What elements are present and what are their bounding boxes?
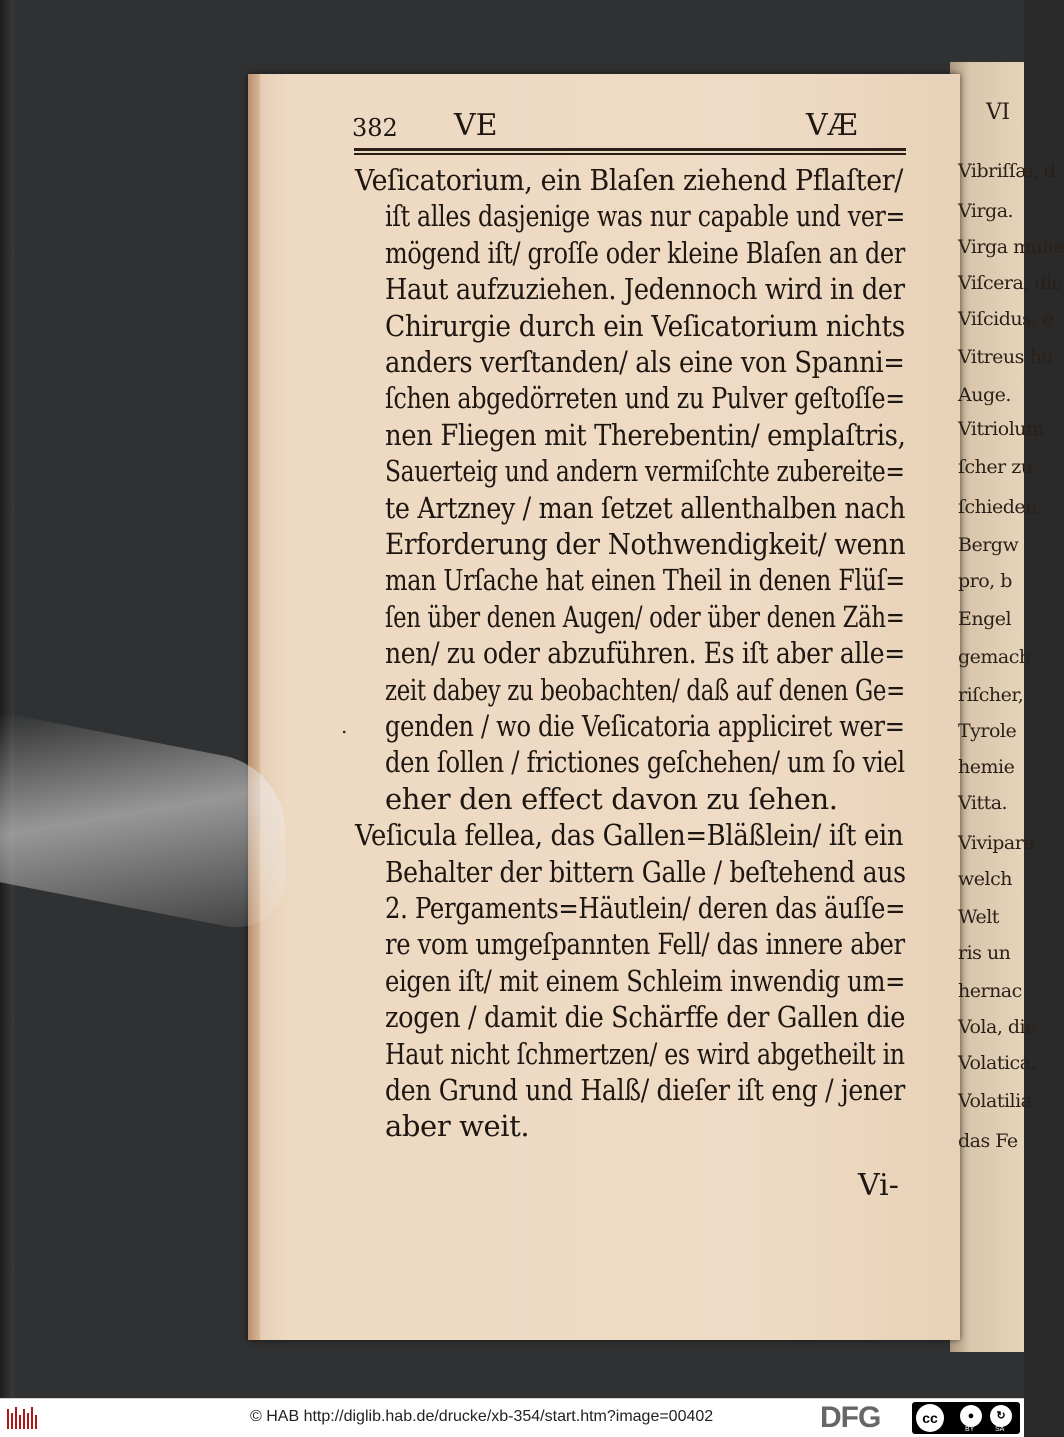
text-line: man Urſache hat einen Theil in denen Flüſ= <box>385 563 905 598</box>
share-alike-icon: ↻ <box>990 1405 1012 1427</box>
facing-text-line: pro, b <box>958 570 1012 592</box>
facing-text-line: Vola, die <box>958 1016 1036 1038</box>
text-line: genden / wo die Veſicatoria appliciret wer= <box>385 709 905 743</box>
text-line: Veſicatorium, ein Blaſen ziehend Pflaſter/ <box>355 163 903 197</box>
text-line: Veſicula fellea, das Gallen=Bläßlein/ iſt ein <box>355 818 904 853</box>
facing-text-line: ris un <box>958 942 1011 964</box>
text-line: te Artzney / man ſetzet allenthalben nach <box>385 490 906 525</box>
facing-text-line: Auge. <box>958 384 1011 406</box>
facing-text-line: Bergw <box>958 534 1019 556</box>
facing-text-line: ſcher zu <box>958 456 1033 478</box>
cc-license-badge[interactable] <box>912 1402 1020 1434</box>
facing-text-line: ſchieden <box>958 496 1037 518</box>
facing-text-line: das Fe <box>958 1130 1018 1152</box>
facing-text-line: hernac <box>958 980 1022 1002</box>
facing-text-line: Viſcidus, e <box>958 308 1054 330</box>
text-line: Haut aufzuziehen. Jedennoch wird in der <box>385 272 905 307</box>
facing-text-line: Viſcera, die <box>958 272 1063 294</box>
facing-text-line: riſcher, <box>958 684 1024 706</box>
text-line: anders verſtanden/ als eine von Spanni= <box>385 345 905 379</box>
attribution-icon: ● <box>960 1405 982 1427</box>
facing-text-line: Virga mulie <box>958 236 1064 258</box>
text-line: aber weit. <box>385 1109 530 1144</box>
text-line: Sauerteig und andern vermiſchte zubereite= <box>385 454 905 489</box>
facing-text-line: Vitreus hu <box>958 346 1053 368</box>
facing-text-line: Virga. <box>958 200 1014 222</box>
text-line: ſchen abgedörreten und zu Pulver geſtoſſe= <box>385 381 905 416</box>
text-line: mögend iſt/ groſſe oder kleine Blaſen an der <box>385 235 905 270</box>
footer-bar <box>0 1398 1024 1437</box>
facing-text-line: gemach <box>958 646 1031 668</box>
scanner-glare <box>0 712 285 937</box>
license-sa-label: SA <box>995 1426 1005 1433</box>
catchword: Vi- <box>858 1168 899 1203</box>
facing-text-line: Vibriſſæ, d <box>958 160 1056 182</box>
page-number: 382 <box>352 114 398 142</box>
facing-text-line: welch <box>958 868 1012 890</box>
text-line: Behalter der bittern Galle / beſtehend aus <box>385 854 906 889</box>
text-line: den Grund und Halß/ dieſer iſt eng / jener <box>385 1073 905 1107</box>
text-line: iſt alles dasjenige was nur capable und ver= <box>385 199 906 234</box>
header-rule <box>354 148 906 155</box>
running-title-right: VÆ <box>806 108 858 143</box>
facing-text-line: Vitta. <box>958 792 1008 814</box>
facing-text-line: VI <box>986 100 1010 125</box>
text-line: nen Fliegen mit Therebentin/ emplaſtris, <box>385 417 906 452</box>
margin-mark: . <box>341 714 348 738</box>
facing-text-line: Welt <box>958 906 999 928</box>
book-edge <box>0 0 14 1398</box>
text-line: Erforderung der Nothwendigkeit/ wenn <box>385 527 906 561</box>
facing-text-line: Volatica. <box>958 1052 1037 1074</box>
text-line: ſen über denen Augen/ oder über denen Zäh= <box>385 599 905 634</box>
text-line: 2. Pergaments=Häutlein/ deren das äuſſe= <box>385 891 906 925</box>
page-gutter <box>248 74 260 1340</box>
text-line: eher den effect davon zu ſehen. <box>385 781 838 816</box>
cc-icon: cc <box>916 1404 944 1432</box>
facing-text-line: Vivipara <box>958 832 1035 854</box>
running-title-left: VE <box>454 108 498 143</box>
facing-text-line: Vitriolum <box>958 418 1044 440</box>
text-line: zogen / damit die Schärffe der Gallen die <box>385 1000 906 1035</box>
facing-text-line: Tyrole <box>958 720 1017 742</box>
facing-text-line: Volatilia <box>958 1090 1032 1112</box>
text-line: Haut nicht ſchmertzen/ es wird abgetheilt in <box>385 1036 905 1071</box>
license-by-label: BY <box>965 1426 975 1433</box>
copyright-link[interactable]: © HAB http://diglib.hab.de/drucke/xb-354/start.htm?image=00402 <box>250 1408 714 1425</box>
facing-text-line: hemie <box>958 756 1015 778</box>
dfg-logo[interactable]: DFG <box>820 1401 881 1434</box>
facing-text-line: Engel <box>958 608 1012 630</box>
library-logo-icon[interactable] <box>6 1405 38 1431</box>
text-line: zeit dabey zu beobachten/ daß auf denen Ge= <box>385 672 905 707</box>
text-line: Chirurgie durch ein Veſicatorium nichts <box>385 308 905 343</box>
text-line: nen/ zu oder abzuführen. Es iſt aber alle= <box>385 636 905 671</box>
text-line: re vom umgeſpannten Fell/ das innere aber <box>385 927 905 962</box>
text-line: den ſollen / frictiones geſchehen/ um ſo viel <box>385 745 905 780</box>
text-line: eigen iſt/ mit einem Schleim inwendig um= <box>385 963 906 998</box>
